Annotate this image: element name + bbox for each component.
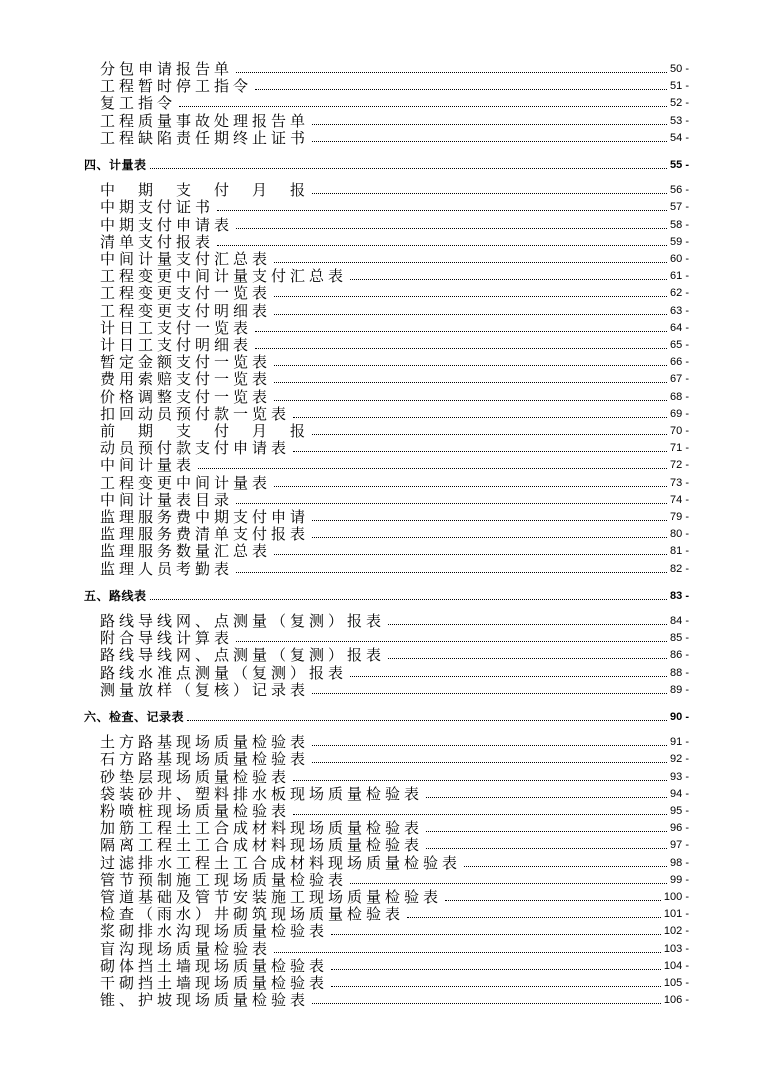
toc-entry-title: 费用索赔支付一览表 [100, 370, 272, 389]
toc-page-number: 97 - [670, 839, 689, 852]
toc-entry[interactable] [100, 198, 689, 215]
toc-page-number: 88 - [670, 666, 689, 679]
dot-leader [426, 831, 667, 832]
dot-leader [426, 797, 667, 798]
dot-leader [293, 814, 667, 815]
toc-entry-title: 粉喷桩现场质量检验表 [100, 802, 291, 820]
toc-entry[interactable] [100, 888, 689, 905]
toc-entry-title: 工程变更中间计量支付汇总表 [100, 267, 348, 286]
toc-page-number: 83 - [670, 589, 689, 602]
toc-entry-title: 四、计量表 [84, 158, 147, 172]
toc-page-number: 103 - [663, 942, 689, 955]
toc-entry-title: 土方路基现场质量检验表 [100, 733, 310, 752]
toc-page-number: 73 - [670, 476, 689, 489]
toc-entry[interactable] [100, 129, 689, 146]
toc-page-number: 101 - [663, 908, 689, 921]
dot-leader [388, 658, 667, 659]
toc-entry-title: 计日工支付一览表 [100, 318, 253, 337]
toc-entry[interactable] [100, 284, 689, 301]
dot-leader [312, 537, 667, 538]
toc-entry-title: 管节预制施工现场质量检验表 [100, 870, 348, 889]
toc-page-number: 92 - [670, 753, 689, 766]
toc-entry[interactable] [100, 525, 689, 542]
toc-page-number: 57 - [670, 201, 689, 214]
dot-leader [236, 72, 667, 73]
toc-page-number: 94 - [670, 787, 689, 800]
toc-page-number: 91 - [670, 736, 689, 749]
toc-entry[interactable] [100, 370, 689, 387]
toc-entry[interactable] [100, 388, 689, 405]
dot-leader [350, 676, 667, 677]
toc-entry-title: 路线导线网、点测量（复测）报表 [100, 646, 386, 665]
toc-entry-title: 计日工支付明细表 [100, 336, 253, 354]
dot-leader [426, 848, 667, 849]
toc-entry[interactable] [100, 922, 689, 939]
toc-page-number: 81 - [670, 545, 689, 558]
toc-entry[interactable] [100, 646, 689, 663]
toc-entry[interactable] [100, 768, 689, 785]
toc-entry-title: 前 期 支 付 月 报 [100, 422, 310, 440]
toc-entry[interactable] [100, 405, 689, 422]
toc-entry-title: 干砌挡土墙现场质量检验表 [100, 974, 329, 992]
toc-page-number: 59 - [670, 235, 689, 248]
dot-leader [255, 331, 667, 332]
toc-entry-title: 复工指令 [100, 94, 177, 113]
toc-entry-title: 监理服务数量汇总表 [100, 542, 272, 561]
dot-leader [274, 554, 667, 555]
toc-entry[interactable] [100, 957, 689, 974]
toc-entry-title: 工程变更支付明细表 [100, 301, 272, 320]
dot-leader [274, 314, 667, 315]
toc-entry[interactable] [100, 871, 689, 888]
dot-leader [179, 106, 667, 107]
toc-entry-title: 浆砌排水沟现场质量检验表 [100, 922, 329, 941]
toc-page-number: 71 - [670, 442, 689, 455]
toc-entry-title: 袋装砂井、塑料排水板现场质量检验表 [100, 784, 424, 803]
toc-entry[interactable] [100, 233, 689, 250]
toc-entry[interactable] [100, 94, 689, 111]
toc-entry-title: 盲沟现场质量检验表 [100, 939, 272, 958]
toc-entry-title: 六、检查、记录表 [84, 710, 185, 724]
dot-leader [312, 745, 667, 746]
toc-page-number: 96 - [670, 822, 689, 835]
toc-page-number: 66 - [670, 356, 689, 369]
toc-entry-title: 工程变更支付一览表 [100, 284, 272, 303]
toc-entry[interactable] [100, 267, 689, 284]
toc-entry[interactable] [100, 336, 689, 353]
toc-entry[interactable] [100, 60, 689, 77]
toc-page-number: 70 - [670, 425, 689, 437]
toc-entry-title: 工程缺陷责任期终止证书 [100, 128, 310, 147]
toc-entry[interactable] [100, 612, 689, 629]
toc-entry-title: 监理服务费中期支付申请 [100, 508, 310, 526]
toc-page-number: 55 - [670, 159, 689, 171]
toc-page-number: 80 - [670, 528, 689, 541]
dot-leader [236, 228, 667, 229]
toc-entry-title: 砌体挡土墙现场质量检验表 [100, 956, 329, 975]
dot-leader [312, 124, 667, 125]
toc-entry-title: 工程暂时停工指令 [100, 77, 253, 96]
toc-page-number: 93 - [670, 770, 689, 783]
dot-leader [274, 296, 667, 297]
toc-entry[interactable] [100, 302, 689, 319]
dot-leader [388, 624, 667, 625]
dot-leader [150, 168, 668, 169]
toc-entry[interactable] [100, 181, 689, 198]
toc-entry[interactable] [100, 474, 689, 491]
toc-entry-title: 锥、护坡现场质量检验表 [100, 991, 310, 1010]
toc-page-number: 61 - [670, 270, 689, 283]
dot-leader [312, 193, 667, 194]
toc-entry[interactable] [100, 681, 689, 698]
toc-page-number: 100 - [663, 891, 689, 903]
toc-page-number: 63 - [670, 304, 689, 317]
dot-leader [198, 468, 667, 469]
toc-entry-title: 工程质量事故处理报告单 [100, 111, 310, 130]
dot-leader [312, 434, 667, 435]
dot-leader [350, 279, 667, 280]
dot-leader [217, 210, 667, 211]
toc-entry-title: 价格调整支付一览表 [100, 387, 272, 406]
toc-page-number: 65 - [670, 339, 689, 351]
toc-page-number: 98 - [670, 856, 689, 869]
toc-section-heading[interactable] [84, 708, 689, 725]
dot-leader [236, 503, 667, 504]
toc-page-number: 95 - [670, 805, 689, 817]
toc-entry[interactable] [100, 664, 689, 681]
dot-leader [331, 934, 661, 935]
toc-entry[interactable] [100, 819, 689, 836]
toc-page-number: 82 - [670, 562, 689, 575]
toc-entry-title: 暂定金额支付一览表 [100, 353, 272, 372]
dot-leader [331, 969, 661, 970]
toc-page-number: 54 - [670, 131, 689, 144]
dot-leader [445, 900, 661, 901]
toc-entry[interactable] [100, 456, 689, 473]
toc-entry[interactable] [100, 750, 689, 767]
toc-section-heading[interactable] [84, 156, 689, 173]
toc-entry[interactable] [100, 940, 689, 957]
toc-entry-title: 砂垫层现场质量检验表 [100, 767, 291, 786]
toc-entry[interactable] [100, 629, 689, 646]
toc-page-number: 56 - [670, 184, 689, 197]
dot-leader [293, 780, 667, 781]
toc-entry[interactable] [100, 439, 689, 456]
toc-page-number: 52 - [670, 97, 689, 110]
toc-entry-title: 分包申请报告单 [100, 60, 234, 78]
dot-leader [236, 572, 667, 573]
toc-page-number: 64 - [670, 321, 689, 334]
toc-page-number: 102 - [663, 925, 689, 938]
dot-leader [407, 917, 661, 918]
toc-entry[interactable] [100, 319, 689, 336]
dot-leader [312, 1003, 661, 1004]
toc-page-number: 104 - [663, 959, 689, 972]
toc-entry[interactable] [100, 77, 689, 94]
toc-page-number: 72 - [670, 459, 689, 472]
toc-page-number: 60 - [670, 253, 689, 265]
dot-leader [464, 866, 667, 867]
toc-page-number: 85 - [670, 632, 689, 645]
toc-entry-title: 监理服务费清单支付报表 [100, 525, 310, 544]
dot-leader [293, 451, 667, 452]
toc-page-number: 53 - [670, 114, 689, 127]
dot-leader [274, 365, 667, 366]
dot-leader [312, 762, 667, 763]
toc-entry-title: 附合导线计算表 [100, 629, 234, 648]
toc-entry-title: 扣回动员预付款一览表 [100, 404, 291, 423]
toc-entry-title: 检查（雨水）井砌筑现场质量检验表 [100, 905, 405, 924]
toc-entry[interactable] [100, 560, 689, 577]
toc-entry[interactable] [100, 250, 689, 267]
toc-entry-title: 五、路线表 [84, 588, 147, 603]
toc-entry[interactable] [100, 905, 689, 922]
dot-leader [274, 382, 667, 383]
toc-entry-title: 清单支付报表 [100, 232, 215, 251]
toc-entry-title: 动员预付款支付申请表 [100, 439, 291, 458]
toc-entry[interactable] [100, 422, 689, 439]
toc-page-number: 68 - [670, 390, 689, 403]
dot-leader [217, 245, 667, 246]
toc-page-number: 99 - [670, 873, 689, 886]
toc-entry-title: 过滤排水工程土工合成材料现场质量检验表 [100, 853, 462, 872]
dot-leader [350, 883, 667, 884]
toc-entry-title: 中间计量表 [100, 456, 196, 475]
dot-leader [274, 486, 667, 487]
toc-page-number: 69 - [670, 407, 689, 420]
toc-entry-title: 加筋工程土工合成材料现场质量检验表 [100, 819, 424, 838]
dot-leader [150, 599, 668, 600]
toc-page-number: 62 - [670, 287, 689, 300]
toc-entry[interactable] [100, 974, 689, 991]
toc-entry-title: 路线导线网、点测量（复测）报表 [100, 612, 386, 630]
toc-entry-title: 隔离工程土工合成材料现场质量检验表 [100, 836, 424, 855]
toc-page-number: 50 - [670, 63, 689, 75]
dot-leader [293, 417, 667, 418]
dot-leader [274, 400, 667, 401]
toc-page-number: 84 - [670, 615, 689, 627]
toc-entry[interactable] [100, 353, 689, 370]
dot-leader [312, 520, 667, 521]
dot-leader [312, 141, 667, 142]
toc-entry-title: 中间计量支付汇总表 [100, 250, 272, 268]
toc-page-number: 105 - [663, 977, 689, 989]
toc-entry-title: 中期支付申请表 [100, 215, 234, 234]
toc-entry[interactable] [100, 112, 689, 129]
dot-leader [274, 262, 667, 263]
dot-leader [255, 348, 667, 349]
toc-entry[interactable] [100, 836, 689, 853]
dot-leader [255, 89, 667, 90]
toc-entry[interactable] [100, 733, 689, 750]
toc-entry[interactable] [100, 991, 689, 1008]
toc-page-number: 90 - [670, 711, 689, 723]
toc-entry[interactable] [100, 508, 689, 525]
toc-page-number: 67 - [670, 373, 689, 386]
toc-page-number: 89 - [670, 683, 689, 696]
toc-entry[interactable] [100, 216, 689, 233]
toc-entry-title: 监理人员考勤表 [100, 559, 234, 578]
dot-leader [331, 986, 661, 987]
toc-entry[interactable] [100, 802, 689, 819]
toc-page-number: 58 - [670, 218, 689, 231]
toc-entry[interactable] [100, 854, 689, 871]
toc-page-number: 86 - [670, 649, 689, 662]
toc-page-number: 106 - [663, 994, 689, 1007]
dot-leader [236, 641, 667, 642]
dot-leader [312, 693, 667, 694]
toc-entry-title: 工程变更中间计量表 [100, 473, 272, 492]
toc-page-number: 79 - [670, 511, 689, 523]
dot-leader [274, 952, 661, 953]
toc-entry-title: 管道基础及管节安装施工现场质量检验表 [100, 888, 443, 906]
toc-entry-title: 石方路基现场质量检验表 [100, 750, 310, 769]
toc-entry-title: 中期支付证书 [100, 198, 215, 217]
toc-entry-title: 路线水准点测量（复测）报表 [100, 663, 348, 682]
toc-page-number: 51 - [670, 80, 689, 93]
toc-entry-title: 中间计量表目录 [100, 490, 234, 509]
dot-leader [187, 720, 667, 721]
toc-entry[interactable] [100, 542, 689, 559]
toc-entry[interactable] [100, 785, 689, 802]
toc-entry-title: 测量放样（复核）记录表 [100, 680, 310, 699]
toc-entry-title: 中 期 支 付 月 报 [100, 181, 310, 200]
toc-section-heading[interactable] [84, 587, 689, 604]
toc-page-number: 74 - [670, 493, 689, 506]
toc-entry[interactable] [100, 491, 689, 508]
